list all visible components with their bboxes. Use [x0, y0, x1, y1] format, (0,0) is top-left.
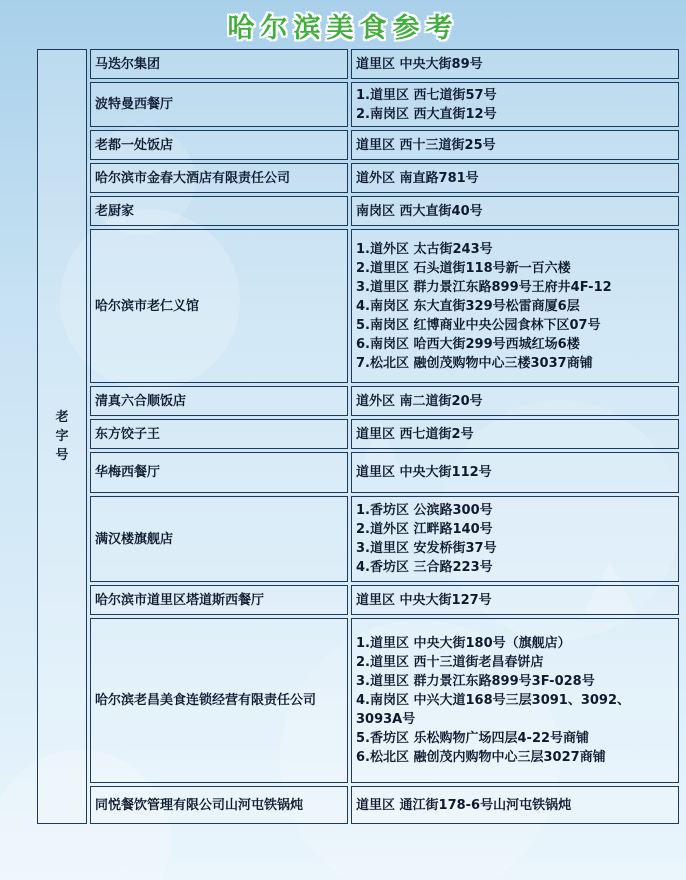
address-line: 道里区 通江街178-6号山河屯铁锅炖	[356, 797, 572, 813]
restaurant-name: 老厨家	[90, 196, 348, 226]
restaurant-name: 同悦餐饮管理有限公司山河屯铁锅炖	[90, 786, 348, 824]
table-row	[37, 82, 679, 127]
address-line: 1.道里区 西七道街57号	[356, 87, 497, 103]
restaurant-address	[351, 163, 679, 193]
restaurant-name: 哈尔滨市老仁义馆	[90, 229, 348, 383]
address-line: 3.道里区 安发桥街37号	[356, 541, 497, 556]
address-line: 道外区 南二道街20号	[356, 393, 483, 409]
address-line: 2.道里区 石头道街118号新一百六楼	[356, 260, 571, 276]
address-line: 1.道外区 太古街243号	[356, 241, 493, 257]
table-row	[37, 786, 679, 824]
restaurant-address	[351, 229, 679, 383]
table-row	[37, 585, 679, 615]
restaurant-address	[351, 452, 679, 493]
address-line: 6.南岗区 哈西大街299号西城红场6楼	[356, 336, 580, 352]
restaurant-name: 波特曼西餐厅	[90, 82, 348, 127]
restaurant-address	[351, 496, 679, 582]
table-row	[37, 496, 679, 582]
table-row	[37, 419, 679, 449]
restaurant-name: 清真六合顺饭店	[90, 386, 348, 416]
table-row	[37, 452, 679, 493]
restaurant-address	[351, 786, 679, 824]
address-line: 道外区 南直路781号	[356, 170, 479, 186]
restaurant-name: 东方饺子王	[90, 419, 348, 449]
address-line: 道里区 西七道街2号	[356, 426, 474, 442]
restaurant-name: 满汉楼旗舰店	[90, 496, 348, 582]
table-row	[37, 229, 679, 383]
address-line: 5.香坊区 乐松购物广场四层4-22号商铺	[356, 731, 590, 746]
category-char: 号	[55, 448, 69, 463]
address-line: 2.道外区 江畔路140号	[356, 522, 493, 537]
restaurant-name: 哈尔滨老昌美食连锁经营有限责任公司	[90, 618, 348, 783]
category-char: 字	[55, 429, 69, 444]
category-char: 老	[55, 410, 69, 425]
address-line: 4.香坊区 三合路223号	[356, 560, 493, 575]
address-line: 2.道里区 西十三道街老昌春饼店	[356, 655, 544, 670]
table-row	[37, 49, 679, 79]
restaurant-address	[351, 419, 679, 449]
table-row	[37, 130, 679, 160]
restaurant-address	[351, 585, 679, 615]
address-line: 南岗区 西大直街40号	[356, 203, 483, 219]
restaurant-address	[351, 82, 679, 127]
restaurant-address	[351, 386, 679, 416]
address-line: 4.南岗区 中兴大道168号三层3091、3092、3093A号	[356, 693, 631, 727]
address-line: 道里区 西十三道街25号	[356, 137, 496, 153]
address-line: 7.松北区 融创茂购物中心三楼3037商铺	[356, 355, 593, 371]
address-line: 1.道里区 中央大街180号（旗舰店）	[356, 636, 571, 651]
address-line: 3.道里区 群力景江东路899号王府井4F-12	[356, 279, 612, 295]
restaurant-name: 马迭尔集团	[90, 49, 348, 79]
address-line: 1.香坊区 公滨路300号	[356, 503, 493, 518]
restaurant-address	[351, 49, 679, 79]
page-title: 哈尔滨美食参考	[227, 13, 459, 44]
restaurant-name: 华梅西餐厅	[90, 452, 348, 493]
table-row	[37, 386, 679, 416]
address-line: 道里区 中央大街112号	[356, 465, 492, 480]
restaurant-name: 老都一处饭店	[90, 130, 348, 160]
address-line: 2.南岗区 西大直街12号	[356, 106, 497, 122]
address-line: 道里区 中央大街89号	[356, 56, 483, 72]
category-cell	[37, 49, 87, 824]
address-line: 3.道里区 群力景江东路899号3F-028号	[356, 674, 595, 689]
table-row	[37, 618, 679, 783]
address-line: 4.南岗区 东大直街329号松雷商厦6层	[356, 298, 580, 314]
restaurant-address	[351, 196, 679, 226]
address-line: 6.松北区 融创茂内购物中心三层3027商铺	[356, 750, 606, 765]
address-line: 5.南岗区 红博商业中央公园食林下区07号	[356, 317, 601, 333]
restaurant-name: 哈尔滨市道里区塔道斯西餐厅	[90, 585, 348, 615]
restaurant-address	[351, 618, 679, 783]
restaurant-address	[351, 130, 679, 160]
restaurant-name: 哈尔滨市金春大酒店有限责任公司	[90, 163, 348, 193]
table-row	[37, 163, 679, 193]
address-line: 道里区 中央大街127号	[356, 592, 492, 608]
food-table	[34, 46, 682, 827]
table-row	[37, 196, 679, 226]
